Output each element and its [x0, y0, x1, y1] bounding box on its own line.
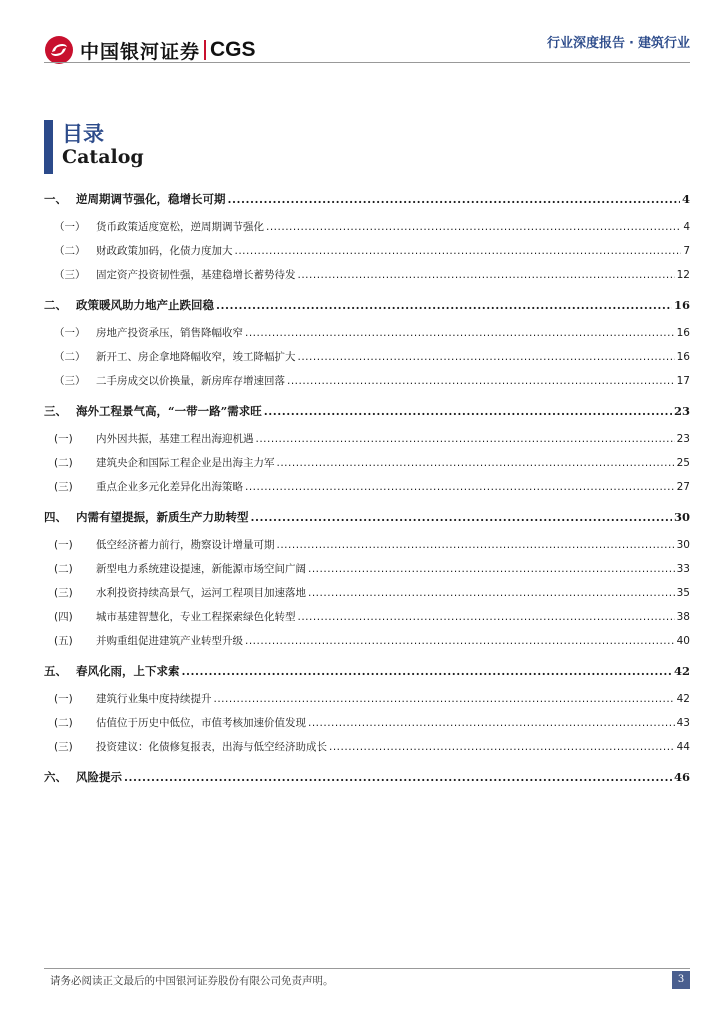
company-logo: [44, 36, 256, 64]
toc-entry-label: 新开工、房企拿地降幅收窄，竣工降幅扩大: [96, 351, 296, 363]
toc-subsection-entry[interactable]: [44, 606, 690, 624]
toc-entry-number: 二、: [44, 298, 67, 312]
toc-entry-number: (二): [54, 563, 73, 575]
toc-dot-leader: [214, 692, 675, 706]
toc-subsection-entry[interactable]: [44, 264, 690, 282]
report-category: [547, 32, 690, 51]
toc-dot-leader: [277, 538, 675, 552]
toc-dot-leader: [298, 268, 675, 282]
toc-entry-number: 一、: [44, 192, 67, 206]
toc-dot-leader: [245, 480, 675, 494]
toc-entry-number: (二): [54, 717, 73, 729]
toc-dot-leader: [228, 192, 680, 206]
report-type-label: 行业深度报告: [547, 36, 626, 51]
toc-subsection-entry[interactable]: [44, 476, 690, 494]
toc-entry-page: 42: [676, 693, 690, 705]
toc-dot-leader: [124, 770, 672, 784]
toc-entry-label: 内需有望提振，新质生产力助转型: [76, 510, 249, 524]
toc-entry-number: 三、: [44, 404, 67, 418]
toc-entry-label: 水利投资持续高景气，运河工程项目加速落地: [96, 587, 306, 599]
toc-dot-leader: [298, 610, 675, 624]
page-number: 3: [672, 971, 690, 989]
toc-entry-label: 城市基建智慧化，专业工程探索绿色化转型: [96, 611, 296, 623]
toc-entry-page: 38: [676, 611, 690, 623]
toc-entry-label: 投资建议：化债修复报表，出海与低空经济助成长: [96, 741, 327, 753]
toc-subsection-entry[interactable]: [44, 370, 690, 388]
toc-entry-number: (一): [54, 539, 73, 551]
toc-dot-leader: [266, 220, 681, 234]
toc-entry-number: （二）: [54, 245, 86, 257]
toc-entry-page: 25: [676, 457, 690, 469]
toc-dot-leader: [308, 562, 675, 576]
toc-entry-number: （二）: [54, 351, 86, 363]
footer-disclaimer: 请务必阅读正文最后的中国银河证券股份有限公司免责声明。: [50, 975, 334, 987]
toc-entry-page: 23: [676, 433, 690, 445]
toc-entry-label: 并购重组促进建筑产业转型升级: [96, 635, 243, 647]
report-type-separator: ·: [629, 36, 634, 51]
toc-entry-label: 政策暖风助力地产止跌回稳: [76, 298, 214, 312]
footer-divider: [44, 968, 690, 969]
toc-dot-leader: [287, 374, 675, 388]
toc-subsection-entry[interactable]: [44, 428, 690, 446]
toc-entry-number: (一): [54, 693, 73, 705]
toc-entry-page: 17: [676, 375, 690, 387]
toc-subsection-entry[interactable]: [44, 688, 690, 706]
toc-dot-leader: [277, 456, 675, 470]
toc-entry-page: 7: [683, 245, 690, 257]
toc-entry-number: (三): [54, 481, 73, 493]
toc-subsection-entry[interactable]: [44, 322, 690, 340]
toc-title-cn: 目录: [62, 122, 104, 146]
toc-dot-leader: [182, 664, 672, 678]
toc-dot-leader: [251, 510, 672, 524]
toc-dot-leader: [245, 326, 675, 340]
toc-entry-page: 35: [676, 587, 690, 599]
toc-dot-leader: [264, 404, 672, 418]
toc-entry-page: 16: [673, 298, 690, 312]
toc-entry-page: 12: [676, 269, 690, 281]
toc-entry-page: 4: [681, 192, 690, 206]
toc-entry-page: 30: [676, 539, 690, 551]
toc-entry-number: （三）: [54, 269, 86, 281]
toc-section-entry[interactable]: [44, 660, 690, 678]
toc-section-entry[interactable]: [44, 506, 690, 524]
toc-title-en: Catalog: [62, 146, 144, 168]
toc-subsection-entry[interactable]: [44, 712, 690, 730]
title-accent-bar: [44, 120, 53, 174]
toc-entry-label: 新型电力系统建设提速，新能源市场空间广阔: [96, 563, 306, 575]
toc-dot-leader: [256, 432, 675, 446]
cgs-logo-icon: [44, 35, 74, 65]
toc-entry-page: 43: [676, 717, 690, 729]
toc-subsection-entry[interactable]: [44, 240, 690, 258]
toc-subsection-entry[interactable]: [44, 630, 690, 648]
toc-entry-label: 房地产投资承压，销售降幅收窄: [96, 327, 243, 339]
toc-entry-page: 44: [676, 741, 690, 753]
toc-dot-leader: [308, 716, 675, 730]
page-header: [0, 0, 724, 80]
toc-section-entry[interactable]: [44, 188, 690, 206]
toc-dot-leader: [298, 350, 675, 364]
toc-entry-page: 30: [673, 510, 690, 524]
toc-entry-number: (四): [54, 611, 73, 623]
toc-dot-leader: [308, 586, 675, 600]
toc-subsection-entry[interactable]: [44, 346, 690, 364]
toc-subsection-entry[interactable]: [44, 216, 690, 234]
toc-entry-label: 逆周期调节强化，稳增长可期: [76, 192, 226, 206]
toc-subsection-entry[interactable]: [44, 736, 690, 754]
toc-entry-number: （一）: [54, 221, 86, 233]
toc-subsection-entry[interactable]: [44, 452, 690, 470]
toc-entry-page: 46: [673, 770, 690, 784]
toc-entry-label: 财政政策加码，化债力度加大: [96, 245, 233, 257]
toc-subsection-entry[interactable]: [44, 558, 690, 576]
toc-entry-label: 二手房成交以价换量，新房库存增速回落: [96, 375, 285, 387]
toc-entry-page: 33: [676, 563, 690, 575]
toc-entry-page: 16: [676, 327, 690, 339]
toc-subsection-entry[interactable]: [44, 582, 690, 600]
toc-entry-number: （三）: [54, 375, 86, 387]
toc-dot-leader: [329, 740, 675, 754]
logo-divider: [204, 40, 206, 60]
toc-entry-number: 五、: [44, 664, 67, 678]
logo-text-cn: 中国银河证券: [80, 40, 201, 63]
toc-entry-page: 40: [676, 635, 690, 647]
toc-entry-label: 风险提示: [76, 770, 122, 784]
toc-entry-label: 建筑央企和国际工程企业是出海主力军: [96, 457, 275, 469]
toc-dot-leader: [235, 244, 682, 258]
toc-entry-label: 海外工程景气高，“一带一路”需求旺: [76, 404, 262, 418]
toc-entry-label: 建筑行业集中度持续提升: [96, 693, 212, 705]
toc-section-entry[interactable]: [44, 294, 690, 312]
toc-entry-label: 内外因共振，基建工程出海迎机遇: [96, 433, 254, 445]
toc-entry-number: 六、: [44, 770, 67, 784]
toc-entry-label: 估值位于历史中低位，市值考核加速价值发现: [96, 717, 306, 729]
toc-entry-page: 27: [676, 481, 690, 493]
toc-entry-number: (三): [54, 587, 73, 599]
toc-entry-page: 23: [673, 404, 690, 418]
header-divider: [44, 62, 690, 63]
toc-section-entry[interactable]: [44, 766, 690, 784]
toc-entry-label: 春风化雨，上下求索: [76, 664, 180, 678]
toc-dot-leader: [245, 634, 675, 648]
toc-entry-number: (五): [54, 635, 73, 647]
logo-text-en: CGS: [210, 38, 256, 61]
toc-entry-page: 42: [673, 664, 690, 678]
toc-entry-label: 重点企业多元化差异化出海策略: [96, 481, 243, 493]
toc-section-entry[interactable]: [44, 400, 690, 418]
toc-entry-number: (三): [54, 741, 73, 753]
toc-entry-page: 16: [676, 351, 690, 363]
toc-entry-label: 固定资产投资韧性强，基建稳增长蓄势待发: [96, 269, 296, 281]
industry-label: 建筑行业: [637, 36, 690, 51]
toc-dot-leader: [216, 298, 672, 312]
toc-entry-number: (二): [54, 457, 73, 469]
toc-entry-number: (一): [54, 433, 73, 445]
toc-entry-number: （一）: [54, 327, 86, 339]
toc-entry-number: 四、: [44, 510, 67, 524]
toc-entry-label: 货币政策适度宽松，逆周期调节强化: [96, 221, 264, 233]
toc-entry-page: 4: [683, 221, 690, 233]
toc-subsection-entry[interactable]: [44, 534, 690, 552]
toc-entry-label: 低空经济蓄力前行，勘察设计增量可期: [96, 539, 275, 551]
